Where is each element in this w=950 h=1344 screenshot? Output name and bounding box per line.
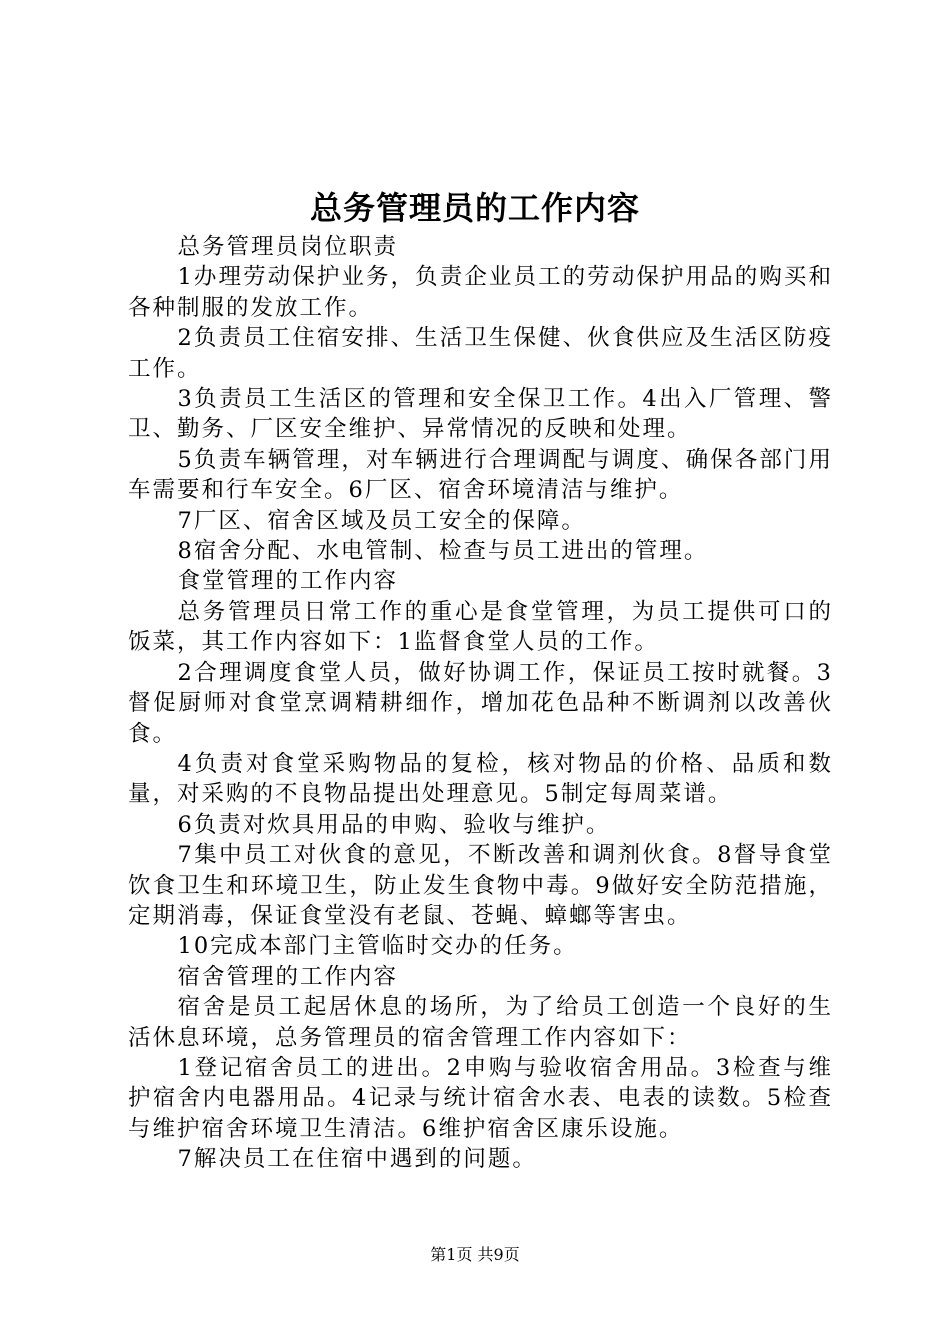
paragraph: 7集中员工对伙食的意见，不断改善和调剂伙食。8督导食堂饮食卫生和环境卫生，防止发生食物中毒。9做好安全防范措施，定期消毒，保证食堂没有老鼠、苍蝇、蟑螂等害虫。 [128,842,833,929]
paragraph: 总务管理员日常工作的重心是食堂管理，为员工提供可口的饭菜，其工作内容如下：1监督食堂人员的工作。 [128,598,833,656]
section-heading: 食堂管理的工作内容 [177,568,399,595]
paragraph: 2负责员工住宿安排、生活卫生保健、伙食供应及生活区防疫工作。 [128,325,833,382]
paragraph: 8宿舍分配、水电管制、检查与员工进出的管理。 [177,538,709,565]
document-title: 总务管理员的工作内容 [309,189,640,227]
paragraph: 宿舍是员工起居休息的场所，为了给员工创造一个良好的生活休息环境，总务管理员的宿舍管理工作内容如下： [128,994,833,1051]
paragraph: 7解决员工在住宿中遇到的问题。 [177,1146,537,1173]
paragraph: 7厂区、宿舍区域及员工安全的保障。 [177,507,586,534]
paragraph: 4负责对食堂采购物品的复检，核对物品的价格、品质和数量，对采购的不良物品提出处理意见。5制定每周菜谱。 [128,750,833,808]
paragraph: 1登记宿舍员工的进出。2申购与验收宿舍用品。3检查与维护宿舍内电器用品。4记录与统计宿舍水表、电表的读数。5检查与维护宿舍环境卫生清洁。6维护宿舍区康乐设施。 [128,1054,833,1142]
paragraph: 5负责车辆管理，对车辆进行合理调配与调度、确保各部门用车需要和行车安全。6厂区、宿舍环境清洁与维护。 [128,446,833,504]
paragraph: 1办理劳动保护业务，负责企业员工的劳动保护用品的购买和各种制服的发放工作。 [128,264,833,321]
paragraph: 3负责员工生活区的管理和安全保卫工作。4出入厂管理、警卫、勤务、厂区安全维护、异常情况的反映和处理。 [128,386,833,443]
paragraph: 总务管理员岗位职责 [177,234,399,260]
document-body [128,232,833,1175]
paragraph: 10完成本部门主管临时交办的任务。 [177,933,578,960]
section-heading: 宿舍管理的工作内容 [177,963,399,990]
page-number-footer: 第1页 共9页 [430,1245,520,1264]
paragraph: 2合理调度食堂人员，做好协调工作，保证员工按时就餐。3督促厨师对食堂烹调精耕细作，增加花色品种不断调剂以改善伙食。 [128,659,833,747]
paragraph: 6负责对炊具用品的申购、验收与维护。 [177,811,611,838]
